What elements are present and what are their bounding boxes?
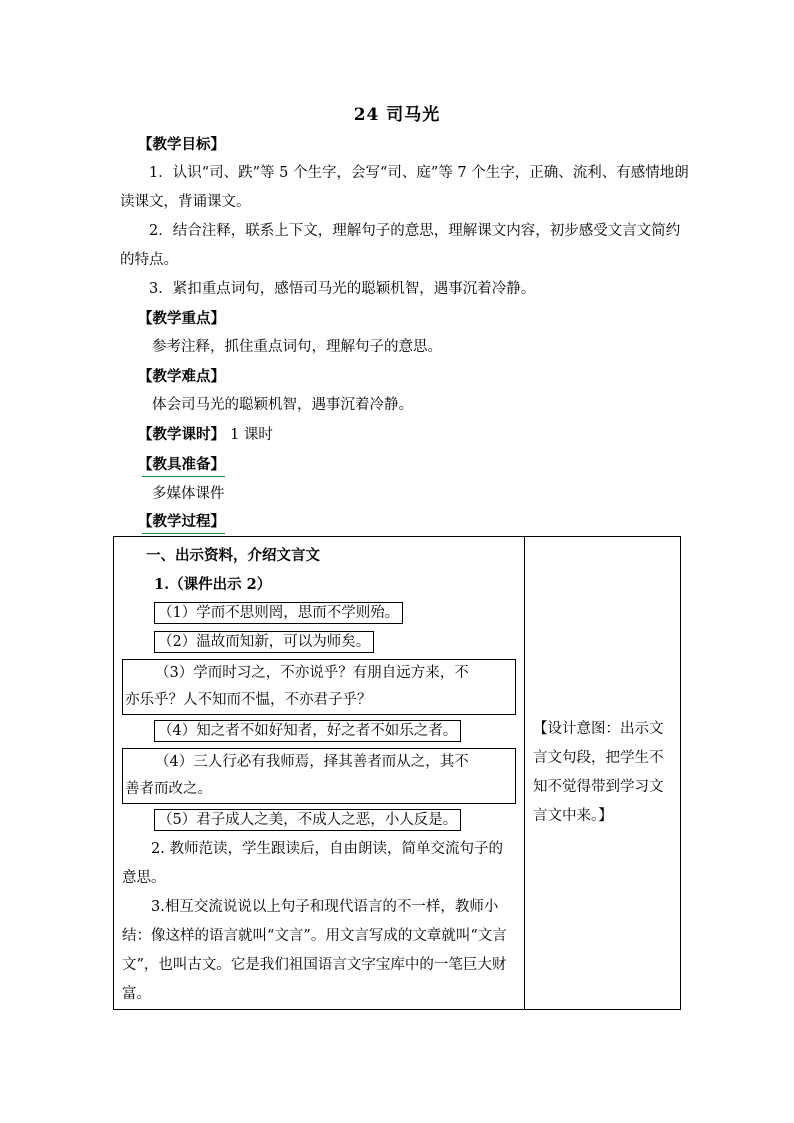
objectives-heading: 【教学目标】 [138, 136, 225, 153]
difficulties-heading: 【教学难点】 [138, 368, 225, 385]
quote-box-3 [122, 659, 516, 715]
key-points-text: 参考注释，抓住重点词句，理解句子的意思。 [152, 339, 442, 355]
difficulties-text: 体会司马光的聪颖机智，遇事沉着冷静。 [152, 397, 413, 413]
objectives-section [120, 130, 690, 304]
hours-value: 1 课时 [230, 427, 273, 443]
process-table [113, 536, 681, 1010]
process-step3: 3.相互交流说说以上句子和现代语言的不一样，教师小结：像这样的语言就叫“文言”。用文言写成的文章就叫“文言文”，也叫古文。它是我们祖国语言文字宝库中的一笔巨大财富。 [122, 899, 507, 1002]
process-step1-label: 1.（课件出示 2） [154, 576, 272, 593]
quote-box-6: （5）君子成人之美，不成人之恶，小人反是。 [154, 809, 461, 831]
quote-box-2: （2）温故而知新，可以为师矣。 [154, 631, 374, 653]
quote-box-1: （1）学而不思则罔，思而不学则殆。 [154, 602, 403, 624]
objective-item-3: 3．紧扣重点词句，感悟司马光的聪颖机智，遇事沉着冷静。 [149, 281, 536, 297]
process-step2: 2. 教师范读，学生跟读后，自由朗读，简单交流句子的意思。 [122, 841, 503, 886]
quote-box-3-line2: 亦乐乎？人不知而不愠，不亦君子乎？ [125, 692, 372, 708]
hours-line [120, 420, 690, 450]
objective-item-1: 1．认识“司、跌”等 5 个生字，会写“司、庭”等 7 个生字，正确、流利、有感情地朗读课文，背诵课文。 [120, 165, 689, 210]
hours-heading: 【教学课时】 [138, 426, 225, 443]
design-note-cell [525, 537, 681, 1010]
page-title: 24 司马光 [353, 105, 441, 125]
difficulties-section [120, 362, 690, 420]
process-heading: 【教学过程】 [120, 507, 225, 536]
materials-section [120, 450, 690, 509]
quote-box-4: （4）知之者不如好知者，好之者不如乐之者。 [154, 720, 461, 742]
materials-text: 多媒体课件 [152, 486, 225, 502]
quote-box-5-line1: （4）三人行必有我师焉，择其善者而从之，其不 [155, 754, 469, 770]
key-points-heading: 【教学重点】 [138, 310, 225, 327]
process-section-title: 一、出示资料，介绍文言文 [146, 547, 320, 564]
hours-section [120, 420, 690, 450]
quote-box-5 [122, 748, 516, 804]
materials-heading: 【教具准备】 [120, 450, 225, 479]
quote-box-3-line1: （3）学而时习之，不亦说乎？有朋自远方来，不 [155, 665, 469, 681]
quote-box-5-line2: 善者而改之。 [125, 781, 212, 797]
process-heading-block [120, 507, 690, 537]
process-row [114, 537, 681, 1010]
design-note: 【设计意图：出示文言文句段，把学生不知不觉得带到学习文言文中来。】 [533, 721, 664, 824]
key-points-section [120, 304, 690, 362]
objective-item-2: 2．结合注释，联系上下文，理解句子的意思，理解课文内容，初步感受文言文简约的特点。 [120, 223, 681, 268]
process-content-cell [114, 537, 525, 1010]
